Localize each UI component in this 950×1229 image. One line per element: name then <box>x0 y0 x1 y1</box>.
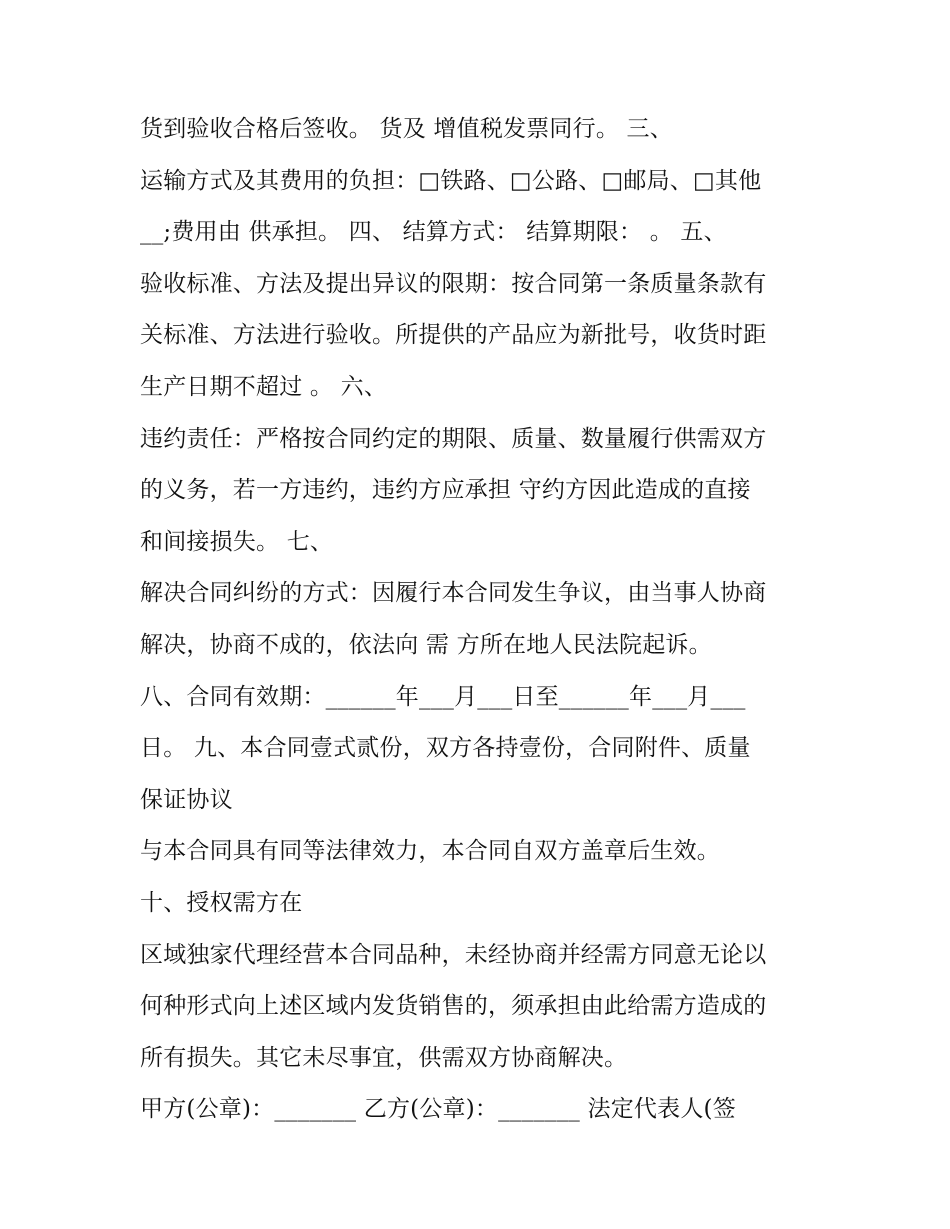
text-line-6: 生产日期不超过 。 六、 <box>140 373 388 400</box>
text-line-14: 保证协议 <box>140 786 233 813</box>
text-line-5: 关标准、方法进行验收。所提供的产品应为新批号，收货时距 <box>140 322 767 349</box>
text-line-20: 甲方(公章)：_______ 乙方(公章)：_______ 法定代表人(签 <box>140 1096 736 1123</box>
text-line-19: 所有损失。其它未尽事宜，供需双方协商解决。 <box>140 1044 628 1071</box>
text-line-7: 违约责任：严格按合同约定的期限、质量、数量履行供需双方 <box>140 425 767 452</box>
text-line-2: 运输方式及其费用的负担：□铁路、□公路、□邮局、□其他 <box>140 167 762 194</box>
text-line-16: 十、授权需方在 <box>140 889 303 916</box>
text-line-8: 的义务，若一方违约，违约方应承担 守约方因此造成的直接 <box>140 477 751 504</box>
text-line-13: 日。 九、本合同壹式贰份，双方各持壹份，合同附件、质量 <box>140 735 751 762</box>
text-line-12: 八、合同有效期：______年___月___日至______年___月___ <box>140 683 746 710</box>
text-line-9: 和间接损失。 七、 <box>140 528 334 555</box>
text-line-4: 验收标准、方法及提出异议的限期：按合同第一条质量条款有 <box>140 270 767 297</box>
text-line-10: 解决合同纠纷的方式：因履行本合同发生争议，由当事人协商 <box>140 580 767 607</box>
text-line-1: 货到验收合格后签收。 货及 增值税发票同行。 三、 <box>140 116 673 142</box>
text-line-17: 区域独家代理经营本合同品种，未经协商并经需方同意无论以 <box>140 941 767 968</box>
text-line-18: 何种形式向上述区域内发货销售的，须承担由此给需方造成的 <box>140 993 767 1020</box>
text-line-11: 解决，协商不成的，依法向 需 方所在地人民法院起诉。 <box>140 631 712 658</box>
text-line-3: __;费用由 供承担。 四、 结算方式： 结算期限： 。 五、 <box>140 219 727 246</box>
text-line-15: 与本合同具有同等法律效力，本合同自双方盖章后生效。 <box>140 838 720 865</box>
contract-text-body <box>140 104 820 1136</box>
